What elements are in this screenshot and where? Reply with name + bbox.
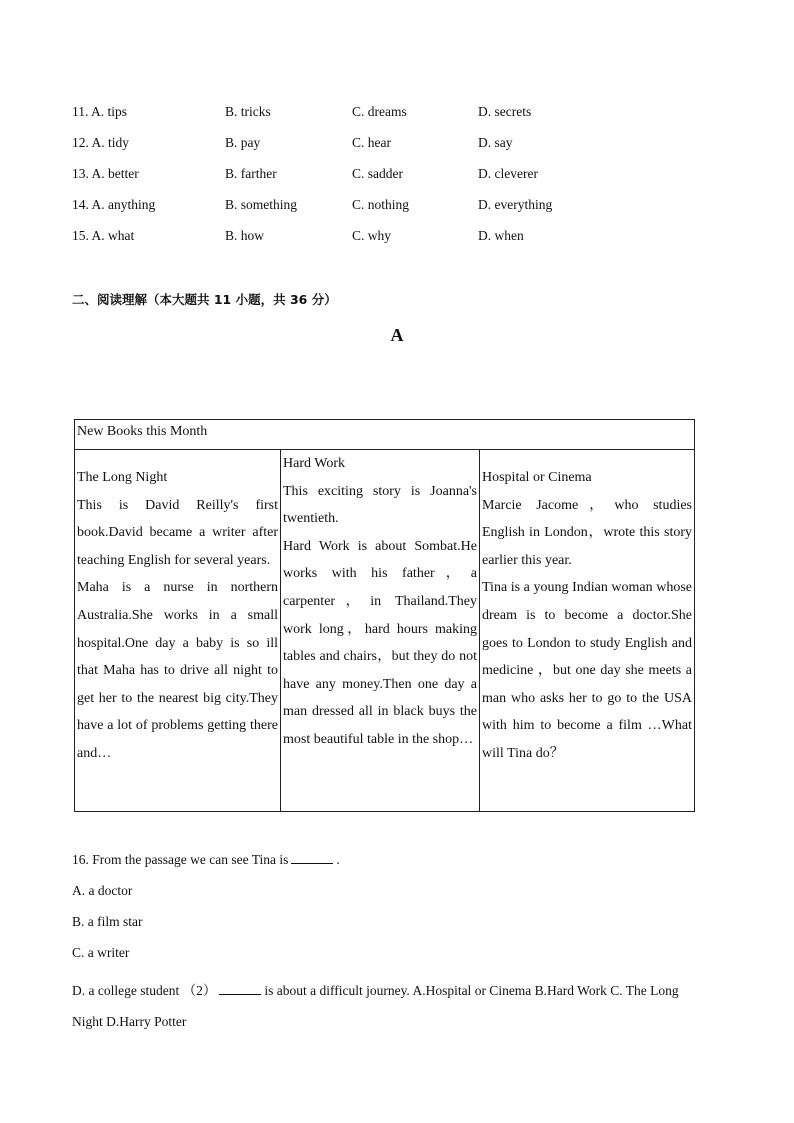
option-a: 14. A. anything [72, 197, 156, 212]
option-a: 12. A. tidy [72, 135, 130, 150]
question-11-options [72, 104, 692, 124]
option-b: B. something [225, 197, 298, 212]
book-paragraph: Hard Work is about Sombat.He works with his father，a carpenter，in Thailand.They work long，hard hours making tables and chairs，but they do not have any money.Then one day a man dressed all in black buys the most beautiful table in the shop… [283, 538, 477, 747]
section-heading: 二、阅读理解（本大题共 11 小题，共 36 分） [72, 292, 337, 307]
question-16-stem [72, 852, 340, 868]
option-d: D. say [478, 135, 513, 150]
book-paragraph: This is David Reilly's first book.David became a writer after teaching English for several years. [77, 497, 278, 568]
option-b: B. farther [225, 166, 277, 181]
book-title: The Long Night [77, 470, 168, 485]
question-16-option-a: A. a doctor [72, 883, 133, 898]
question-16-option-b: B. a film star [72, 914, 143, 929]
option-c: C. nothing [352, 197, 410, 212]
option-d: D. cleverer [478, 166, 538, 181]
option-b: B. pay [225, 135, 261, 150]
option-b: B. tricks [225, 104, 271, 119]
option-a: 11. A. tips [72, 104, 128, 119]
book-paragraph: Tina is a young Indian woman whose dream is to become a doctor.She goes to London to study English and medicine ，but one day she meets a man who asks her to go to the USA with him to become a film …What will Tina do？ [482, 580, 692, 761]
question-12-options [72, 135, 692, 155]
book-title: Hard Work [283, 456, 345, 471]
question-text-end: . [336, 852, 340, 867]
question-16-option-d-and-question-17 [72, 975, 708, 1037]
book-column-hard-work [281, 450, 480, 811]
option-c: C. dreams [352, 104, 407, 119]
book-title: Hospital or Cinema [482, 470, 592, 485]
new-books-table [74, 419, 695, 812]
question-14-options [72, 197, 692, 217]
question-15-options [72, 228, 692, 248]
option-c: C. sadder [352, 166, 403, 181]
answer-blank [291, 852, 333, 864]
option-c: C. why [352, 228, 392, 243]
option-a: 13. A. better [72, 166, 139, 181]
table-title: New Books this Month [75, 420, 694, 450]
option-d: D. when [478, 228, 524, 243]
option-c: C. hear [352, 135, 391, 150]
option-d: D. secrets [478, 104, 532, 119]
book-column-hospital-or-cinema [480, 450, 694, 811]
book-paragraph: Marcie Jacome，who studies English in London，wrote this story earlier this year. [482, 497, 692, 568]
option-d-text: D. a college student （2） [72, 983, 217, 998]
option-a: 15. A. what [72, 228, 135, 243]
book-paragraph: This exciting story is Joanna's twentieth. [283, 483, 477, 527]
option-b: B. how [225, 228, 265, 243]
option-d: D. everything [478, 197, 553, 212]
question-2-text: is about a difficult journey. A.Hospital or Cinema B.Hard Work C. The Long Night D.Harry Potter [72, 983, 679, 1029]
question-text: 16. From the passage we can see Tina is [72, 852, 289, 867]
answer-blank [219, 983, 261, 995]
book-paragraph: Maha is a nurse in northern Australia.She works in a small hospital.One day a baby is so ill that Maha has to drive all night to get her to the nearest big city.They have a lot of problems getting there and… [77, 580, 278, 761]
question-13-options [72, 166, 692, 186]
book-column-long-night [75, 450, 281, 811]
question-16-option-c: C. a writer [72, 945, 130, 960]
passage-title: A [390, 325, 404, 345]
